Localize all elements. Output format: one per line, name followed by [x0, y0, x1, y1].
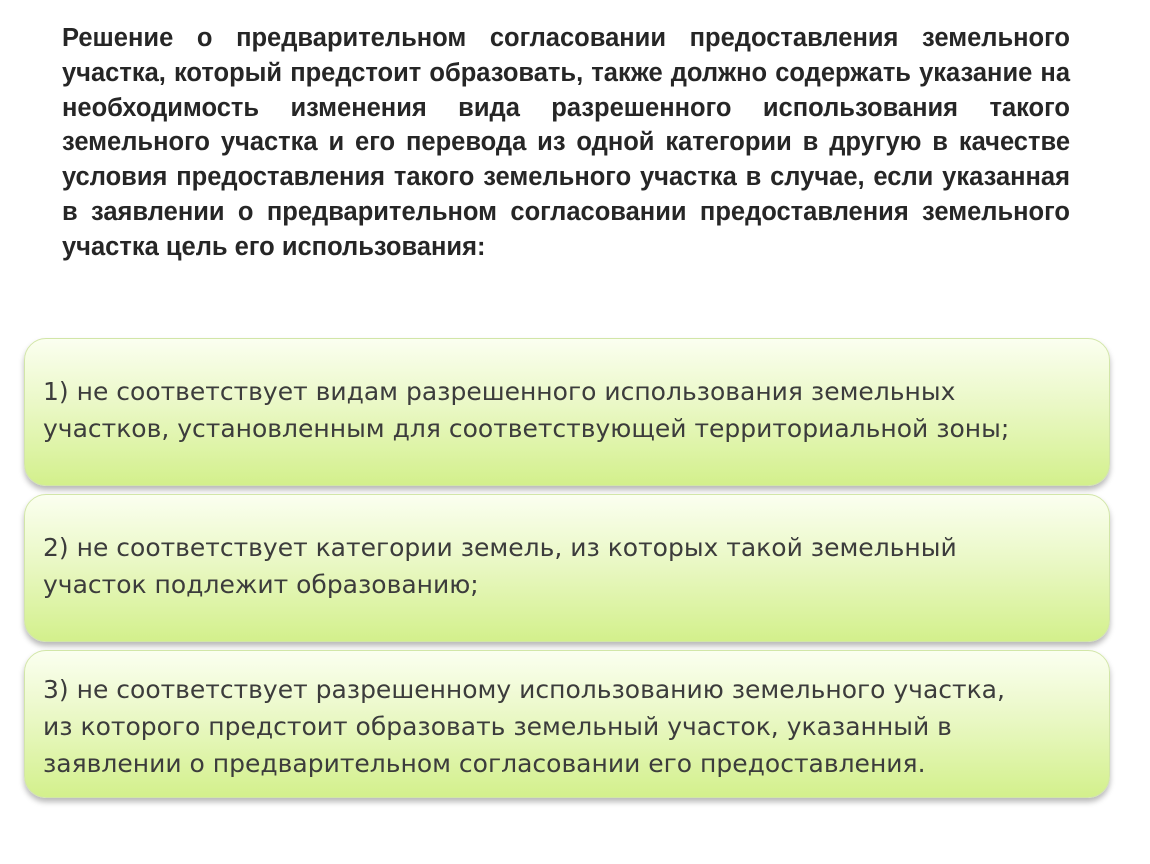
condition-1-line-1: 1) не соответствует видам разрешенного использования земельных — [43, 377, 956, 406]
condition-2-text — [43, 529, 1091, 603]
condition-3-line-2: из которого предстоит образовать земельный участок, указанный в — [43, 712, 952, 741]
intro-paragraph: Решение о предварительном согласовании предоставления земельного участка, который предстоит образовать, также должно содержать указание на необходимость изменения вида разрешенного использования такого земельного участка и его перевода из одной категории в другую в качестве условия предоставления такого земельного участка в случае, если указанная в заявлении о предварительном согласовании предоставления земельного участка цель его использования: — [62, 24, 1070, 261]
condition-3-line-1: 3) не соответствует разрешенному использованию земельного участка, — [43, 675, 1005, 704]
condition-1-text — [43, 373, 1091, 447]
condition-card-3 — [24, 650, 1110, 798]
condition-1-line-2: участков, установленным для соответствующей территориальной зоны; — [43, 414, 1010, 443]
condition-3-line-3: заявлении о предварительном согласовании его предоставления. — [43, 749, 926, 778]
condition-3-text — [43, 671, 1091, 782]
condition-card-2 — [24, 494, 1110, 642]
condition-card-1 — [24, 338, 1110, 486]
condition-2-line-1: 2) не соответствует категории земель, из которых такой земельный — [43, 533, 957, 562]
condition-2-line-2: участок подлежит образованию; — [43, 570, 479, 599]
